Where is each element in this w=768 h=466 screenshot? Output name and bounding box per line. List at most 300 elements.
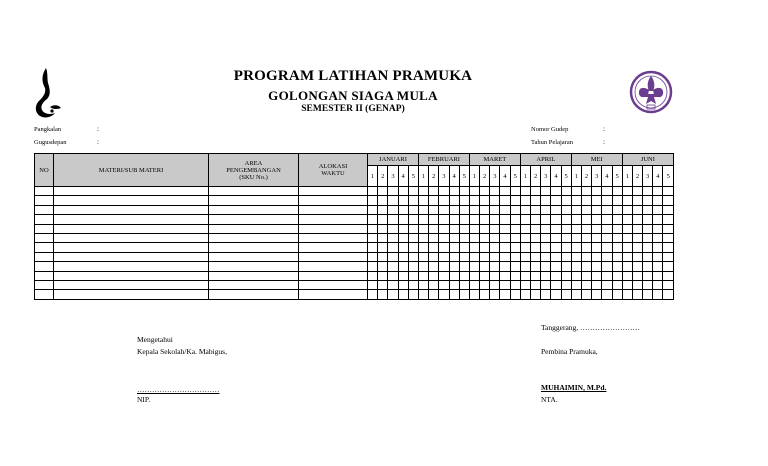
table-cell[interactable] xyxy=(480,271,490,280)
table-cell[interactable] xyxy=(378,243,388,252)
table-cell[interactable] xyxy=(500,243,510,252)
table-cell[interactable] xyxy=(663,290,674,299)
table-cell[interactable] xyxy=(531,224,541,233)
table-cell[interactable] xyxy=(663,271,674,280)
table-cell[interactable] xyxy=(35,215,54,224)
table-cell[interactable] xyxy=(408,196,418,205)
table-cell[interactable] xyxy=(643,196,653,205)
table-cell[interactable] xyxy=(602,280,612,289)
table-cell[interactable] xyxy=(561,196,571,205)
table-cell[interactable] xyxy=(520,205,530,214)
table-cell[interactable] xyxy=(368,271,378,280)
table-cell[interactable] xyxy=(581,233,591,242)
table-cell[interactable] xyxy=(429,271,439,280)
table-cell[interactable] xyxy=(520,224,530,233)
table-cell[interactable] xyxy=(469,187,479,196)
table-cell[interactable] xyxy=(459,205,469,214)
table-cell[interactable] xyxy=(398,252,408,261)
table-cell[interactable] xyxy=(510,205,520,214)
table-cell[interactable] xyxy=(490,290,500,299)
table-cell[interactable] xyxy=(622,280,632,289)
table-cell[interactable] xyxy=(602,243,612,252)
table-cell[interactable] xyxy=(408,187,418,196)
table-cell[interactable] xyxy=(592,280,602,289)
table-cell[interactable] xyxy=(500,280,510,289)
table-cell[interactable] xyxy=(602,205,612,214)
table-cell[interactable] xyxy=(653,252,663,261)
table-cell[interactable] xyxy=(510,262,520,271)
table-cell[interactable] xyxy=(531,280,541,289)
table-cell[interactable] xyxy=(581,215,591,224)
table-cell[interactable] xyxy=(368,215,378,224)
table-cell[interactable] xyxy=(663,262,674,271)
table-cell[interactable] xyxy=(541,252,551,261)
table-cell[interactable] xyxy=(449,280,459,289)
table-cell[interactable] xyxy=(592,215,602,224)
table-cell[interactable] xyxy=(500,252,510,261)
table-cell[interactable] xyxy=(388,252,398,261)
table-cell[interactable] xyxy=(439,196,449,205)
table-cell[interactable] xyxy=(663,215,674,224)
table-cell[interactable] xyxy=(571,196,581,205)
table-cell[interactable] xyxy=(408,262,418,271)
table-cell[interactable] xyxy=(612,215,622,224)
table-cell[interactable] xyxy=(653,205,663,214)
table-cell[interactable] xyxy=(54,280,209,289)
table-cell[interactable] xyxy=(500,205,510,214)
table-cell[interactable] xyxy=(571,233,581,242)
table-cell[interactable] xyxy=(561,224,571,233)
table-cell[interactable] xyxy=(561,215,571,224)
table-cell[interactable] xyxy=(209,262,299,271)
table-cell[interactable] xyxy=(35,262,54,271)
table-cell[interactable] xyxy=(378,196,388,205)
table-cell[interactable] xyxy=(581,224,591,233)
table-cell[interactable] xyxy=(551,262,561,271)
table-cell[interactable] xyxy=(408,224,418,233)
table-cell[interactable] xyxy=(35,233,54,242)
table-cell[interactable] xyxy=(439,224,449,233)
table-cell[interactable] xyxy=(561,243,571,252)
table-cell[interactable] xyxy=(368,243,378,252)
table-cell[interactable] xyxy=(378,262,388,271)
table-cell[interactable] xyxy=(209,243,299,252)
table-cell[interactable] xyxy=(398,280,408,289)
table-cell[interactable] xyxy=(510,215,520,224)
table-cell[interactable] xyxy=(398,243,408,252)
table-cell[interactable] xyxy=(643,252,653,261)
table-cell[interactable] xyxy=(643,187,653,196)
table-cell[interactable] xyxy=(653,243,663,252)
table-cell[interactable] xyxy=(449,224,459,233)
table-cell[interactable] xyxy=(643,262,653,271)
table-cell[interactable] xyxy=(398,224,408,233)
table-cell[interactable] xyxy=(653,271,663,280)
table-cell[interactable] xyxy=(571,187,581,196)
table-cell[interactable] xyxy=(398,233,408,242)
table-cell[interactable] xyxy=(54,187,209,196)
table-cell[interactable] xyxy=(209,196,299,205)
table-cell[interactable] xyxy=(480,290,490,299)
table-cell[interactable] xyxy=(418,205,428,214)
table-cell[interactable] xyxy=(551,243,561,252)
table-cell[interactable] xyxy=(209,215,299,224)
table-cell[interactable] xyxy=(561,252,571,261)
table-cell[interactable] xyxy=(378,215,388,224)
table-cell[interactable] xyxy=(299,262,368,271)
table-cell[interactable] xyxy=(449,233,459,242)
table-cell[interactable] xyxy=(612,280,622,289)
table-cell[interactable] xyxy=(35,280,54,289)
table-cell[interactable] xyxy=(541,233,551,242)
table-cell[interactable] xyxy=(480,205,490,214)
table-cell[interactable] xyxy=(510,280,520,289)
table-cell[interactable] xyxy=(209,224,299,233)
table-cell[interactable] xyxy=(299,243,368,252)
table-cell[interactable] xyxy=(612,233,622,242)
table-cell[interactable] xyxy=(408,280,418,289)
table-cell[interactable] xyxy=(299,196,368,205)
table-cell[interactable] xyxy=(35,205,54,214)
table-cell[interactable] xyxy=(490,280,500,289)
table-cell[interactable] xyxy=(378,290,388,299)
table-cell[interactable] xyxy=(551,187,561,196)
table-cell[interactable] xyxy=(368,205,378,214)
table-cell[interactable] xyxy=(480,187,490,196)
table-cell[interactable] xyxy=(378,205,388,214)
table-cell[interactable] xyxy=(35,271,54,280)
table-cell[interactable] xyxy=(531,233,541,242)
table-cell[interactable] xyxy=(653,196,663,205)
table-cell[interactable] xyxy=(612,252,622,261)
table-cell[interactable] xyxy=(54,252,209,261)
table-cell[interactable] xyxy=(209,280,299,289)
table-cell[interactable] xyxy=(571,243,581,252)
table-cell[interactable] xyxy=(368,280,378,289)
table-cell[interactable] xyxy=(418,271,428,280)
table-cell[interactable] xyxy=(571,205,581,214)
table-cell[interactable] xyxy=(602,290,612,299)
table-cell[interactable] xyxy=(551,233,561,242)
table-cell[interactable] xyxy=(510,196,520,205)
table-cell[interactable] xyxy=(469,290,479,299)
table-cell[interactable] xyxy=(378,252,388,261)
table-cell[interactable] xyxy=(531,243,541,252)
table-cell[interactable] xyxy=(459,290,469,299)
table-cell[interactable] xyxy=(520,280,530,289)
table-cell[interactable] xyxy=(622,262,632,271)
table-cell[interactable] xyxy=(54,243,209,252)
table-cell[interactable] xyxy=(602,252,612,261)
table-cell[interactable] xyxy=(480,233,490,242)
table-cell[interactable] xyxy=(520,290,530,299)
table-cell[interactable] xyxy=(449,271,459,280)
table-cell[interactable] xyxy=(602,233,612,242)
table-cell[interactable] xyxy=(561,271,571,280)
table-cell[interactable] xyxy=(54,271,209,280)
table-cell[interactable] xyxy=(663,280,674,289)
table-cell[interactable] xyxy=(439,187,449,196)
table-cell[interactable] xyxy=(408,243,418,252)
table-cell[interactable] xyxy=(209,205,299,214)
table-cell[interactable] xyxy=(663,187,674,196)
table-cell[interactable] xyxy=(531,252,541,261)
table-cell[interactable] xyxy=(510,290,520,299)
table-cell[interactable] xyxy=(429,280,439,289)
table-cell[interactable] xyxy=(439,271,449,280)
table-cell[interactable] xyxy=(35,224,54,233)
table-cell[interactable] xyxy=(643,205,653,214)
table-cell[interactable] xyxy=(612,187,622,196)
table-cell[interactable] xyxy=(418,187,428,196)
table-cell[interactable] xyxy=(209,233,299,242)
table-cell[interactable] xyxy=(541,224,551,233)
table-cell[interactable] xyxy=(541,280,551,289)
table-cell[interactable] xyxy=(581,205,591,214)
table-cell[interactable] xyxy=(459,196,469,205)
table-cell[interactable] xyxy=(653,262,663,271)
table-cell[interactable] xyxy=(35,243,54,252)
table-cell[interactable] xyxy=(510,252,520,261)
table-cell[interactable] xyxy=(429,224,439,233)
table-cell[interactable] xyxy=(418,243,428,252)
table-cell[interactable] xyxy=(469,243,479,252)
table-cell[interactable] xyxy=(388,215,398,224)
table-cell[interactable] xyxy=(368,290,378,299)
table-cell[interactable] xyxy=(653,187,663,196)
table-cell[interactable] xyxy=(612,205,622,214)
table-cell[interactable] xyxy=(510,271,520,280)
table-cell[interactable] xyxy=(35,187,54,196)
table-cell[interactable] xyxy=(408,271,418,280)
table-cell[interactable] xyxy=(490,196,500,205)
table-cell[interactable] xyxy=(643,290,653,299)
table-cell[interactable] xyxy=(653,280,663,289)
table-cell[interactable] xyxy=(398,196,408,205)
table-cell[interactable] xyxy=(500,224,510,233)
table-cell[interactable] xyxy=(531,262,541,271)
table-cell[interactable] xyxy=(408,290,418,299)
table-cell[interactable] xyxy=(632,290,642,299)
table-cell[interactable] xyxy=(561,233,571,242)
table-cell[interactable] xyxy=(480,224,490,233)
table-cell[interactable] xyxy=(299,280,368,289)
table-cell[interactable] xyxy=(643,233,653,242)
table-cell[interactable] xyxy=(209,187,299,196)
table-cell[interactable] xyxy=(581,252,591,261)
table-cell[interactable] xyxy=(459,243,469,252)
table-cell[interactable] xyxy=(622,290,632,299)
table-cell[interactable] xyxy=(299,271,368,280)
table-cell[interactable] xyxy=(469,205,479,214)
table-cell[interactable] xyxy=(612,290,622,299)
table-cell[interactable] xyxy=(408,233,418,242)
table-cell[interactable] xyxy=(378,271,388,280)
table-cell[interactable] xyxy=(541,205,551,214)
table-cell[interactable] xyxy=(541,215,551,224)
table-cell[interactable] xyxy=(551,224,561,233)
table-cell[interactable] xyxy=(500,196,510,205)
table-cell[interactable] xyxy=(299,215,368,224)
table-cell[interactable] xyxy=(510,233,520,242)
table-cell[interactable] xyxy=(429,243,439,252)
table-cell[interactable] xyxy=(602,215,612,224)
table-cell[interactable] xyxy=(490,243,500,252)
table-cell[interactable] xyxy=(388,196,398,205)
table-cell[interactable] xyxy=(459,262,469,271)
table-cell[interactable] xyxy=(439,290,449,299)
table-cell[interactable] xyxy=(520,262,530,271)
table-cell[interactable] xyxy=(209,252,299,261)
table-cell[interactable] xyxy=(418,280,428,289)
table-cell[interactable] xyxy=(592,262,602,271)
table-cell[interactable] xyxy=(632,262,642,271)
table-cell[interactable] xyxy=(54,290,209,299)
table-cell[interactable] xyxy=(54,215,209,224)
table-cell[interactable] xyxy=(500,290,510,299)
table-cell[interactable] xyxy=(490,233,500,242)
table-cell[interactable] xyxy=(469,196,479,205)
table-cell[interactable] xyxy=(299,233,368,242)
table-cell[interactable] xyxy=(299,187,368,196)
table-cell[interactable] xyxy=(602,262,612,271)
table-cell[interactable] xyxy=(520,233,530,242)
table-cell[interactable] xyxy=(368,224,378,233)
table-cell[interactable] xyxy=(602,224,612,233)
table-cell[interactable] xyxy=(408,215,418,224)
table-cell[interactable] xyxy=(500,187,510,196)
table-cell[interactable] xyxy=(531,196,541,205)
table-cell[interactable] xyxy=(571,224,581,233)
table-cell[interactable] xyxy=(612,196,622,205)
table-cell[interactable] xyxy=(622,196,632,205)
table-cell[interactable] xyxy=(459,252,469,261)
table-cell[interactable] xyxy=(459,280,469,289)
table-cell[interactable] xyxy=(480,252,490,261)
table-cell[interactable] xyxy=(469,224,479,233)
table-cell[interactable] xyxy=(571,280,581,289)
table-cell[interactable] xyxy=(653,290,663,299)
table-cell[interactable] xyxy=(592,243,602,252)
table-cell[interactable] xyxy=(571,215,581,224)
table-cell[interactable] xyxy=(632,271,642,280)
table-cell[interactable] xyxy=(541,243,551,252)
table-cell[interactable] xyxy=(632,224,642,233)
table-cell[interactable] xyxy=(449,262,459,271)
table-cell[interactable] xyxy=(520,215,530,224)
table-cell[interactable] xyxy=(490,215,500,224)
table-cell[interactable] xyxy=(388,280,398,289)
table-cell[interactable] xyxy=(510,224,520,233)
table-cell[interactable] xyxy=(531,205,541,214)
table-cell[interactable] xyxy=(449,215,459,224)
table-cell[interactable] xyxy=(429,187,439,196)
table-cell[interactable] xyxy=(378,233,388,242)
table-cell[interactable] xyxy=(490,262,500,271)
table-cell[interactable] xyxy=(408,252,418,261)
table-cell[interactable] xyxy=(551,196,561,205)
table-cell[interactable] xyxy=(449,252,459,261)
table-cell[interactable] xyxy=(571,271,581,280)
table-cell[interactable] xyxy=(480,280,490,289)
table-cell[interactable] xyxy=(592,224,602,233)
table-cell[interactable] xyxy=(378,280,388,289)
table-cell[interactable] xyxy=(622,187,632,196)
table-cell[interactable] xyxy=(398,187,408,196)
table-cell[interactable] xyxy=(612,224,622,233)
table-cell[interactable] xyxy=(632,205,642,214)
table-cell[interactable] xyxy=(622,271,632,280)
table-cell[interactable] xyxy=(398,271,408,280)
table-cell[interactable] xyxy=(490,224,500,233)
table-cell[interactable] xyxy=(653,224,663,233)
table-cell[interactable] xyxy=(561,280,571,289)
table-cell[interactable] xyxy=(581,243,591,252)
table-cell[interactable] xyxy=(388,224,398,233)
table-cell[interactable] xyxy=(54,224,209,233)
table-cell[interactable] xyxy=(531,271,541,280)
table-cell[interactable] xyxy=(459,271,469,280)
table-cell[interactable] xyxy=(632,252,642,261)
table-cell[interactable] xyxy=(551,271,561,280)
table-cell[interactable] xyxy=(378,224,388,233)
table-cell[interactable] xyxy=(500,215,510,224)
table-cell[interactable] xyxy=(510,243,520,252)
table-cell[interactable] xyxy=(520,243,530,252)
table-cell[interactable] xyxy=(418,224,428,233)
table-cell[interactable] xyxy=(592,290,602,299)
table-cell[interactable] xyxy=(632,196,642,205)
table-cell[interactable] xyxy=(480,262,490,271)
table-cell[interactable] xyxy=(520,252,530,261)
table-cell[interactable] xyxy=(520,187,530,196)
table-cell[interactable] xyxy=(602,196,612,205)
table-cell[interactable] xyxy=(54,233,209,242)
table-cell[interactable] xyxy=(490,205,500,214)
table-cell[interactable] xyxy=(388,262,398,271)
table-cell[interactable] xyxy=(35,196,54,205)
table-cell[interactable] xyxy=(35,252,54,261)
table-cell[interactable] xyxy=(520,271,530,280)
table-cell[interactable] xyxy=(551,215,561,224)
table-cell[interactable] xyxy=(643,271,653,280)
table-cell[interactable] xyxy=(388,243,398,252)
table-cell[interactable] xyxy=(561,187,571,196)
table-cell[interactable] xyxy=(622,252,632,261)
table-cell[interactable] xyxy=(551,205,561,214)
table-cell[interactable] xyxy=(398,262,408,271)
table-cell[interactable] xyxy=(500,233,510,242)
table-cell[interactable] xyxy=(449,205,459,214)
table-cell[interactable] xyxy=(418,262,428,271)
table-cell[interactable] xyxy=(418,252,428,261)
table-cell[interactable] xyxy=(429,252,439,261)
table-cell[interactable] xyxy=(632,233,642,242)
table-cell[interactable] xyxy=(622,215,632,224)
table-cell[interactable] xyxy=(561,205,571,214)
table-cell[interactable] xyxy=(541,262,551,271)
table-cell[interactable] xyxy=(408,205,418,214)
table-cell[interactable] xyxy=(429,215,439,224)
table-cell[interactable] xyxy=(541,187,551,196)
table-cell[interactable] xyxy=(378,187,388,196)
table-cell[interactable] xyxy=(439,243,449,252)
table-cell[interactable] xyxy=(643,224,653,233)
table-cell[interactable] xyxy=(663,224,674,233)
table-cell[interactable] xyxy=(418,290,428,299)
table-cell[interactable] xyxy=(54,205,209,214)
table-cell[interactable] xyxy=(418,196,428,205)
